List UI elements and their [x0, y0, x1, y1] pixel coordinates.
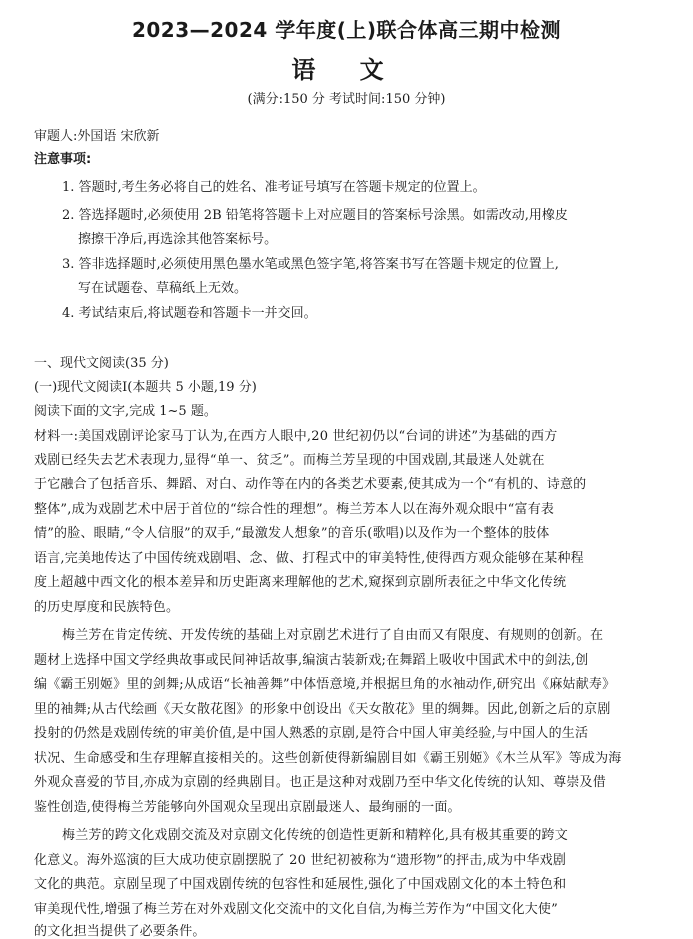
body-line: 题材上选择中国文学经典故事或民间神话故事,编演古装新戏;在舞蹈上吸收中国武术中的剑法,创 [34, 653, 589, 668]
section-heading: 一、现代文阅读(35 分) [34, 356, 169, 371]
body-line: 梅兰芳的跨文化戏剧交流及对京剧文化传统的创造性更新和精粹化,具有极其重要的跨文 [62, 828, 568, 843]
body-line: 文化的典范。京剧呈现了中国戏剧传统的包容性和延展性,强化了中国戏剧文化的本土特色和 [34, 877, 567, 892]
body-line: 度上超越中西文化的根本差异和历史距离来理解他的艺术,窥探到京剧所表征之中华文化传统 [34, 575, 567, 590]
note-line: 写在试题卷、草稿纸上无效。 [78, 281, 248, 296]
body-line: 鉴性创造,使得梅兰芳能够向外国观众呈现出京剧最迷人、最绚丽的一面。 [34, 800, 461, 815]
body-line: 整体”,成为戏剧艺术中居于首位的“综合性的理想”。梅兰芳本人以在海外观众眼中“富有表 [34, 502, 555, 517]
body-line: 的文化担当提供了必要条件。 [34, 924, 206, 939]
body-line: 化意义。海外巡演的巨大成功使京剧摆脱了 20 世纪初被称为“遗形物”的抨击,成为中华戏剧 [34, 853, 567, 868]
body-line: 审美现代性,增强了梅兰芳在对外戏剧文化交流中的文化自信,为梅兰芳作为“中国文化大使” [34, 902, 558, 917]
note-line: 擦擦干净后,再选涂其他答案标号。 [78, 232, 278, 247]
body-line: 语言,完美地传达了中国传统戏剧唱、念、做、打程式中的审美特性,使得西方观众能够在某种程 [34, 551, 584, 566]
body-line: 材料一:美国戏剧评论家马丁认为,在西方人眼中,20 世纪初仍以“台词的讲述”为基础的西方 [34, 429, 558, 444]
notes-heading: 注意事项: [34, 152, 92, 167]
body-line: 外观众喜爱的节目,亦成为京剧的经典剧目。也正是这种对戏剧乃至中华文化传统的认知、尊崇及借 [34, 775, 606, 790]
note-line: 3. 答非选择题时,必须使用黑色墨水笔或黑色签字笔,将答案书写在答题卡规定的位置上, [62, 257, 559, 272]
body-line: 戏剧已经失去艺术表现力,显得“单一、贫乏”。而梅兰芳呈现的中国戏剧,其最迷人处就在 [34, 453, 545, 468]
body-line: 于它融合了包括音乐、舞蹈、对白、动作等在内的各类艺术要素,使其成为一个“有机的、诗意的 [34, 477, 587, 492]
exam-title: 2023—2024 学年度(上)联合体高三期中检测 [131, 18, 562, 42]
section-instruction: 阅读下面的文字,完成 1~5 题。 [34, 404, 217, 419]
body-line: 情”的脸、眼睛,“令人信服”的双手,“最激发人想象”的音乐(歌唱)以及作为一个整体的肢体 [34, 526, 550, 541]
section-subheading: (一)现代文阅读Ⅰ(本题共 5 小题,19 分) [34, 380, 257, 395]
exam-meta: (满分:150 分 考试时间:150 分钟) [247, 92, 446, 107]
body-line: 的历史厚度和民族特色。 [34, 600, 180, 615]
body-line: 编《霸王别姬》里的剑舞;从成语“长袖善舞”中体悟意境,并根据旦角的水袖动作,研究出《麻姑献寿》 [34, 677, 616, 692]
body-line: 状况、生命感受和生存理解直接相关的。这些创新使得新编剧目如《霸王别姬》《木兰从军》等成为海 [34, 751, 622, 766]
body-line: 投射的仍然是戏剧传统的审美价值,是中国人熟悉的京剧,是符合中国人审美经验,与中国人的生活 [34, 726, 589, 741]
note-line: 4. 考试结束后,将试题卷和答题卡一并交回。 [62, 306, 317, 321]
note-line: 1. 答题时,考生务必将自己的姓名、准考证号填写在答题卡规定的位置上。 [62, 180, 486, 195]
reviewer: 审题人:外国语 宋欣新 [34, 129, 160, 144]
body-line: 梅兰芳在肯定传统、开发传统的基础上对京剧艺术进行了自由而又有限度、有规则的创新。在 [62, 628, 604, 643]
note-line: 2. 答选择题时,必须使用 2B 铅笔将答题卡上对应题目的答案标号涂黑。如需改动,用橡皮 [62, 208, 568, 223]
body-line: 里的袖舞;从古代绘画《天女散花图》的形象中创设出《天女散花》里的绸舞。因此,创新之后的京剧 [34, 702, 611, 717]
subject-title: 语 文 [291, 56, 402, 84]
